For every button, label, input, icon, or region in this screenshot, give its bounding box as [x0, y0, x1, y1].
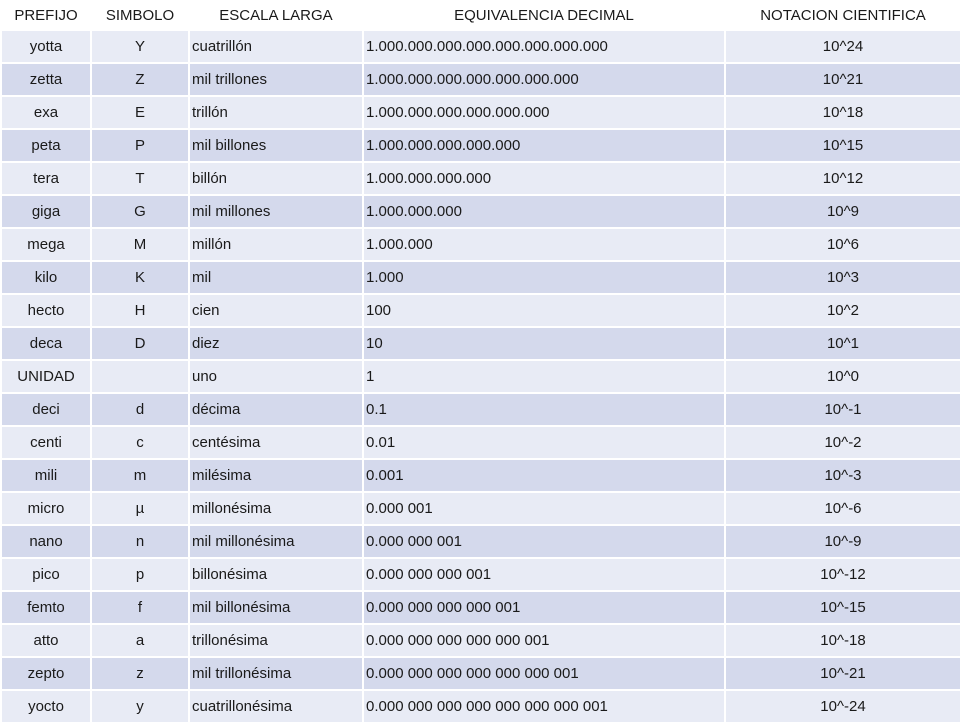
cell-prefijo: hecto: [1, 294, 91, 327]
cell-equivalencia-decimal: 1.000.000: [363, 228, 725, 261]
header-simbolo: SIMBOLO: [91, 1, 189, 30]
cell-notacion-cientifica: 10^-3: [725, 459, 960, 492]
cell-prefijo: nano: [1, 525, 91, 558]
table-row: [1, 525, 960, 558]
cell-escala-larga: mil trillonésima: [189, 657, 363, 690]
cell-equivalencia-decimal: 0.1: [363, 393, 725, 426]
cell-escala-larga: mil millones: [189, 195, 363, 228]
cell-equivalencia-decimal: 1.000: [363, 261, 725, 294]
cell-simbolo: a: [91, 624, 189, 657]
cell-equivalencia-decimal: 0.01: [363, 426, 725, 459]
cell-simbolo: K: [91, 261, 189, 294]
cell-notacion-cientifica: 10^-12: [725, 558, 960, 591]
cell-simbolo: Z: [91, 63, 189, 96]
cell-simbolo: M: [91, 228, 189, 261]
cell-notacion-cientifica: 10^-6: [725, 492, 960, 525]
cell-escala-larga: millón: [189, 228, 363, 261]
cell-equivalencia-decimal: 0.001: [363, 459, 725, 492]
cell-prefijo: zepto: [1, 657, 91, 690]
cell-escala-larga: mil trillones: [189, 63, 363, 96]
cell-notacion-cientifica: 10^-21: [725, 657, 960, 690]
cell-notacion-cientifica: 10^2: [725, 294, 960, 327]
cell-notacion-cientifica: 10^6: [725, 228, 960, 261]
cell-escala-larga: mil billones: [189, 129, 363, 162]
cell-simbolo: c: [91, 426, 189, 459]
cell-simbolo: P: [91, 129, 189, 162]
cell-notacion-cientifica: 10^9: [725, 195, 960, 228]
cell-escala-larga: mil: [189, 261, 363, 294]
table-row: [1, 459, 960, 492]
cell-equivalencia-decimal: 10: [363, 327, 725, 360]
table-row: [1, 690, 960, 723]
table-row: [1, 129, 960, 162]
table-row: [1, 294, 960, 327]
cell-equivalencia-decimal: 0.000 000 001: [363, 525, 725, 558]
cell-simbolo: n: [91, 525, 189, 558]
cell-simbolo: f: [91, 591, 189, 624]
cell-simbolo: d: [91, 393, 189, 426]
cell-equivalencia-decimal: 1.000.000.000: [363, 195, 725, 228]
cell-prefijo: atto: [1, 624, 91, 657]
table-row: [1, 558, 960, 591]
cell-simbolo: T: [91, 162, 189, 195]
table-row: [1, 393, 960, 426]
cell-notacion-cientifica: 10^3: [725, 261, 960, 294]
cell-equivalencia-decimal: 0.000 000 000 000 000 000 001: [363, 657, 725, 690]
header-prefijo: PREFIJO: [1, 1, 91, 30]
cell-escala-larga: milésima: [189, 459, 363, 492]
cell-notacion-cientifica: 10^-24: [725, 690, 960, 723]
table-row: [1, 30, 960, 63]
cell-prefijo: yotta: [1, 30, 91, 63]
cell-escala-larga: diez: [189, 327, 363, 360]
cell-notacion-cientifica: 10^12: [725, 162, 960, 195]
cell-notacion-cientifica: 10^-15: [725, 591, 960, 624]
cell-escala-larga: billón: [189, 162, 363, 195]
cell-notacion-cientifica: 10^1: [725, 327, 960, 360]
cell-notacion-cientifica: 10^0: [725, 360, 960, 393]
cell-escala-larga: trillón: [189, 96, 363, 129]
cell-escala-larga: mil billonésima: [189, 591, 363, 624]
table-row: [1, 195, 960, 228]
cell-equivalencia-decimal: 1.000.000.000.000.000.000.000.000: [363, 30, 725, 63]
header-equivalencia-decimal: EQUIVALENCIA DECIMAL: [363, 1, 725, 30]
cell-escala-larga: trillonésima: [189, 624, 363, 657]
header-escala-larga: ESCALA LARGA: [189, 1, 363, 30]
cell-simbolo: y: [91, 690, 189, 723]
cell-escala-larga: millonésima: [189, 492, 363, 525]
cell-prefijo: tera: [1, 162, 91, 195]
cell-escala-larga: uno: [189, 360, 363, 393]
cell-equivalencia-decimal: 0.000 001: [363, 492, 725, 525]
cell-equivalencia-decimal: 1.000.000.000.000: [363, 162, 725, 195]
table-row: [1, 591, 960, 624]
cell-notacion-cientifica: 10^-2: [725, 426, 960, 459]
table-row: [1, 492, 960, 525]
table-row: [1, 261, 960, 294]
cell-notacion-cientifica: 10^21: [725, 63, 960, 96]
cell-escala-larga: cuatrillonésima: [189, 690, 363, 723]
header-notacion-cientifica: NOTACION CIENTIFICA: [725, 1, 960, 30]
cell-equivalencia-decimal: 0.000 000 000 000 000 001: [363, 624, 725, 657]
cell-prefijo: mega: [1, 228, 91, 261]
cell-equivalencia-decimal: 0.000 000 000 001: [363, 558, 725, 591]
cell-escala-larga: cien: [189, 294, 363, 327]
cell-simbolo: [91, 360, 189, 393]
cell-notacion-cientifica: 10^-9: [725, 525, 960, 558]
cell-simbolo: Y: [91, 30, 189, 63]
table-row: [1, 360, 960, 393]
cell-escala-larga: centésima: [189, 426, 363, 459]
cell-simbolo: z: [91, 657, 189, 690]
table-row: [1, 657, 960, 690]
cell-escala-larga: mil millonésima: [189, 525, 363, 558]
cell-notacion-cientifica: 10^-18: [725, 624, 960, 657]
cell-equivalencia-decimal: 100: [363, 294, 725, 327]
cell-equivalencia-decimal: 0.000 000 000 000 000 000 000 001: [363, 690, 725, 723]
table-row: [1, 426, 960, 459]
cell-equivalencia-decimal: 0.000 000 000 000 001: [363, 591, 725, 624]
cell-prefijo: pico: [1, 558, 91, 591]
cell-simbolo: p: [91, 558, 189, 591]
cell-prefijo: deca: [1, 327, 91, 360]
cell-prefijo: exa: [1, 96, 91, 129]
cell-escala-larga: billonésima: [189, 558, 363, 591]
cell-equivalencia-decimal: 1.000.000.000.000.000.000: [363, 96, 725, 129]
table-body: [1, 30, 960, 723]
cell-simbolo: µ: [91, 492, 189, 525]
cell-prefijo: zetta: [1, 63, 91, 96]
table-row: [1, 327, 960, 360]
cell-simbolo: m: [91, 459, 189, 492]
cell-prefijo: kilo: [1, 261, 91, 294]
cell-prefijo: mili: [1, 459, 91, 492]
cell-simbolo: G: [91, 195, 189, 228]
cell-escala-larga: décima: [189, 393, 363, 426]
cell-equivalencia-decimal: 1.000.000.000.000.000.000.000: [363, 63, 725, 96]
cell-equivalencia-decimal: 1: [363, 360, 725, 393]
table-header: [1, 1, 960, 30]
cell-prefijo: femto: [1, 591, 91, 624]
header-row: [1, 1, 960, 30]
cell-escala-larga: cuatrillón: [189, 30, 363, 63]
cell-notacion-cientifica: 10^15: [725, 129, 960, 162]
table-row: [1, 96, 960, 129]
cell-notacion-cientifica: 10^24: [725, 30, 960, 63]
cell-prefijo: deci: [1, 393, 91, 426]
cell-prefijo: giga: [1, 195, 91, 228]
cell-equivalencia-decimal: 1.000.000.000.000.000: [363, 129, 725, 162]
cell-simbolo: E: [91, 96, 189, 129]
cell-simbolo: H: [91, 294, 189, 327]
table-row: [1, 63, 960, 96]
table-row: [1, 624, 960, 657]
cell-prefijo: micro: [1, 492, 91, 525]
cell-prefijo: UNIDAD: [1, 360, 91, 393]
cell-notacion-cientifica: 10^18: [725, 96, 960, 129]
cell-prefijo: centi: [1, 426, 91, 459]
cell-simbolo: D: [91, 327, 189, 360]
cell-prefijo: peta: [1, 129, 91, 162]
table-row: [1, 162, 960, 195]
table-row: [1, 228, 960, 261]
cell-notacion-cientifica: 10^-1: [725, 393, 960, 426]
cell-prefijo: yocto: [1, 690, 91, 723]
